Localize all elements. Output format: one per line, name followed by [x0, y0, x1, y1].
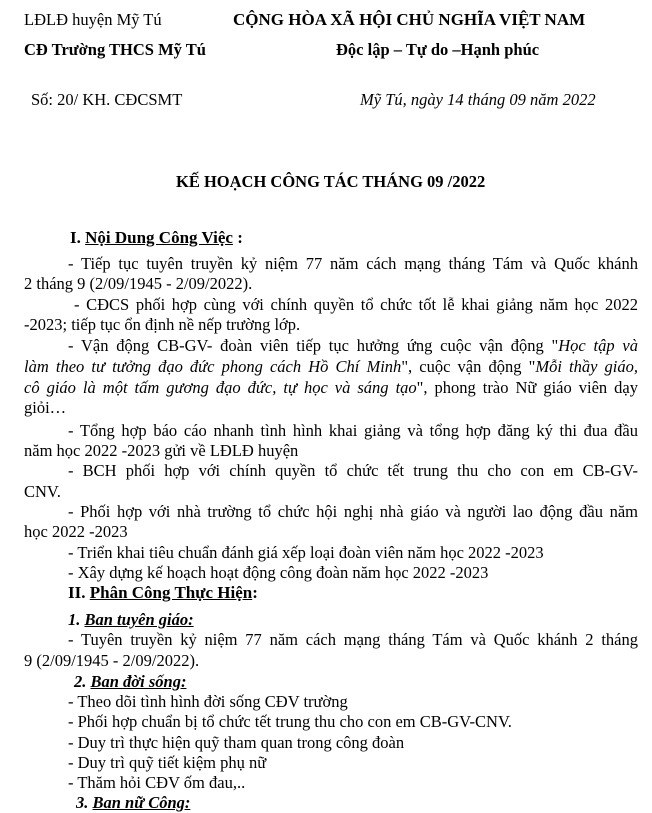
section-2-number: II.	[68, 583, 86, 602]
sub-2-item: - Phối hợp chuẩn bị tổ chức tết trung thu cho con em CB-GV-CNV.	[68, 712, 512, 731]
section-1-colon: :	[232, 228, 243, 247]
nation-line-1: CỘNG HÒA XÃ HỘI CHỦ NGHĨA VIỆT NAM	[233, 10, 586, 29]
s1-item3-line4: giỏi…	[24, 398, 67, 417]
s1-item3-line2	[24, 357, 638, 377]
sub-3-heading	[76, 793, 190, 813]
s1-item3-l3b: ", phong trào Nữ giáo viên dạy	[416, 378, 638, 397]
sub-2-number: 2.	[74, 672, 91, 691]
sub-2-name: Ban đời sống:	[90, 672, 187, 691]
sub-2-heading	[74, 672, 186, 692]
s1-item5-line2: CNV.	[24, 482, 61, 501]
s1-item3-l2c: Mỗi thầy giáo,	[535, 357, 638, 376]
sub-1-name: Ban tuyên giáo:	[84, 610, 194, 629]
s1-item8: - Xây dựng kế hoạch hoạt động công đoàn năm học 2022 -2023	[68, 563, 489, 582]
sub-1-number: 1.	[68, 610, 85, 629]
s1-item7: - Triển khai tiêu chuẩn đánh giá xếp loại đoàn viên năm học 2022 -2023	[68, 543, 544, 562]
section-2-title: Phân Công Thực Hiện	[89, 583, 253, 602]
s1-item3-line3	[24, 378, 638, 398]
sub-2-item: - Duy trì thực hiện quỹ tham quan trong công đoàn	[68, 733, 405, 752]
sub-1-line1: - Tuyên truyền kỷ niệm 77 năm cách mạng tháng Tám và Quốc khánh 2 tháng	[68, 630, 638, 649]
sub-2-item: - Theo dõi tình hình đời sống CĐV trường	[68, 692, 348, 711]
s1-item1-line1: - Tiếp tục tuyên truyền kỷ niệm 77 năm cách mạng tháng Tám và Quốc khánh	[68, 254, 638, 273]
s1-item4-line1: - Tổng hợp báo cáo nhanh tình hình khai giảng và tổng hợp đăng ký thi đua đầu	[68, 421, 638, 440]
sub-3-number: 3.	[76, 793, 93, 812]
sub-1-line2: 9 (2/09/1945 - 2/09/2022).	[24, 651, 200, 670]
s1-item3-l1b: Học tập và	[558, 336, 638, 355]
nation-line-2: Độc lập – Tự do –Hạnh phúc	[336, 40, 540, 59]
sub-1-heading	[68, 610, 194, 630]
section-1-title: Nội Dung Công Việc	[85, 228, 233, 247]
section-2-colon: :	[252, 583, 258, 602]
s1-item2-line1: - CĐCS phối hợp cùng với chính quyền tổ chức tốt lễ khai giảng năm học 2022	[74, 295, 638, 314]
place-date: Mỹ Tú, ngày 14 tháng 09 năm 2022	[360, 90, 596, 109]
sub-2-item: - Duy trì quỹ tiết kiệm phụ nữ	[68, 753, 267, 772]
document-number: Số: 20/ KH. CĐCSMT	[31, 90, 183, 109]
s1-item3-line1	[68, 336, 638, 356]
s1-item3-l1a: - Vận động CB-GV- đoàn viên tiếp tục hưởng ứng cuộc vận động "	[68, 336, 559, 355]
section-2-heading	[68, 583, 258, 603]
s1-item6-line2: học 2022 -2023	[24, 522, 128, 541]
s1-item3-l3a: cô giáo là một tấm gương đạo đức, tự học và sáng tạo	[24, 378, 417, 397]
s1-item2-line2: -2023; tiếp tục ổn định nề nếp trường lớp.	[24, 315, 301, 334]
s1-item1-line2: 2 tháng 9 (2/09/1945 - 2/09/2022).	[24, 274, 253, 293]
document-title: KẾ HOẠCH CÔNG TÁC THÁNG 09 /2022	[176, 172, 486, 191]
s1-item6-line1: - Phối hợp với nhà trường tổ chức hội nghị nhà giáo và người lao động đầu năm	[68, 502, 638, 521]
s1-item5-line1: - BCH phối hợp với chính quyền tổ chức tết trung thu cho con em CB-GV-	[68, 461, 638, 480]
sub-3-name: Ban nữ Công:	[92, 793, 191, 812]
section-1-heading	[70, 228, 243, 248]
org-line-1: LĐLĐ huyện Mỹ Tú	[24, 10, 162, 29]
s1-item3-l2b: ", cuộc vận động "	[401, 357, 536, 376]
sub-2-item: - Thăm hỏi CĐV ốm đau,..	[68, 773, 246, 792]
s1-item3-l2a: làm theo tư tưởng đạo đức phong cách Hồ Chí Minh	[24, 357, 402, 376]
s1-item4-line2: năm học 2022 -2023 gửi về LĐLĐ huyện	[24, 441, 299, 460]
org-line-2: CĐ Trường THCS Mỹ Tú	[24, 40, 206, 59]
section-1-number: I.	[70, 228, 81, 247]
